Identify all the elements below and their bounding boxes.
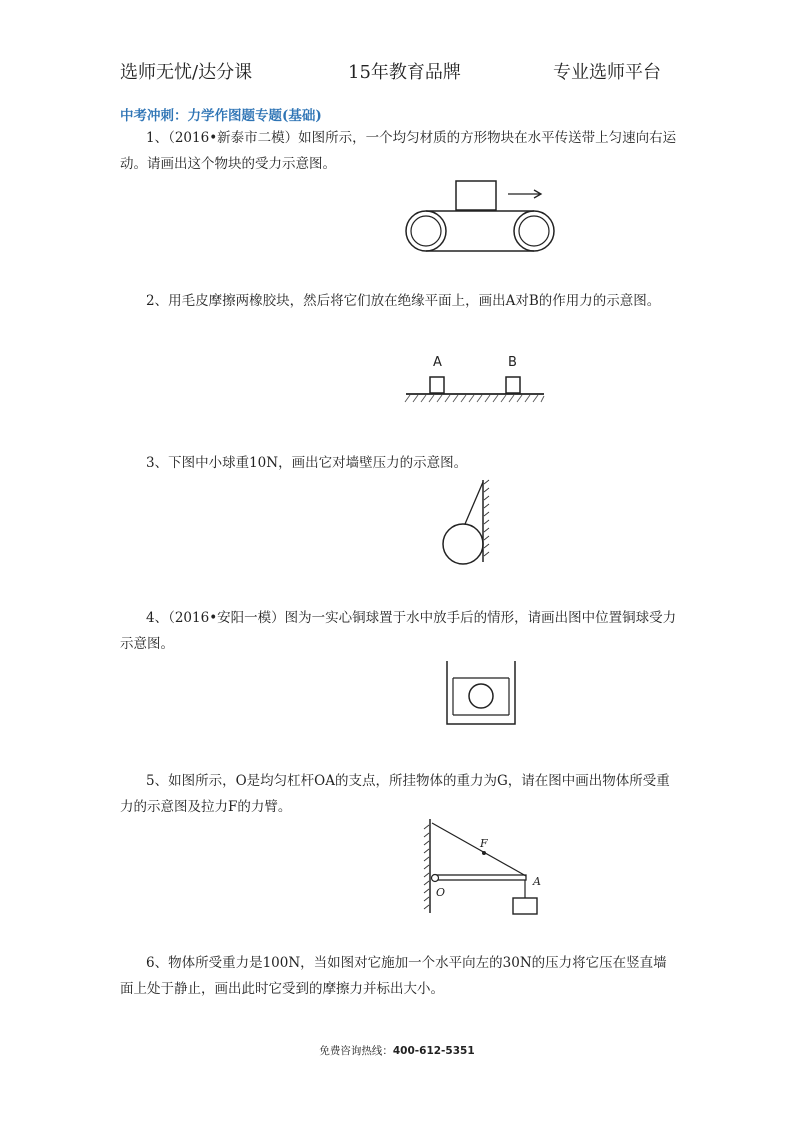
block-a [430,377,444,393]
page-header [0,58,794,88]
ball [443,524,483,564]
copper-ball [469,684,493,708]
block-b [506,377,520,393]
lever-bar [434,875,526,880]
hanging-object [513,898,537,914]
page-title: 中考冲刺：力学作图题专题(基础) [120,108,322,124]
figure-rubber-blocks [404,350,548,410]
wall-hatch [484,480,489,556]
label-b: B [508,355,517,370]
header-platform: 专业选师平台 [553,62,661,83]
left-roller [406,211,446,251]
figure-copper-ball-in-water [444,658,518,728]
label-f: F [480,837,488,850]
header-brand: 选师无忧/达分课 [120,62,253,83]
pivot [432,875,439,882]
question-2: 2、用毛皮摩擦两橡胶块，然后将它们放在绝缘平面上，画出A对B的作用力的示意图。 [146,293,661,309]
pull-rope [432,823,526,876]
left-roller-inner [411,216,441,246]
label-a: A [533,875,541,888]
label-o: O [436,886,446,899]
question-1: 1、（2016•新泰市二模）如图所示，一个均匀材质的方形物块在水平传送带上匀速向右运动。请画出这个物块的受力示意图。 [120,130,677,172]
label-a: A [433,355,442,370]
figure-conveyor-belt [400,175,560,260]
figure-lever [414,815,554,917]
question-4: 4、（2016•安阳一模）图为一实心铜球置于水中放手后的情形，请画出图中位置铜球受力示意图。 [120,610,677,652]
page-footer [0,1043,794,1058]
force-arrow-mark [482,851,486,855]
ground-hatch [405,395,544,402]
figure-ball-on-wall [436,474,496,566]
question-6: 6、物体所受重力是100N，当如图对它施加一个水平向左的30N的压力将它压在竖直墙面上处于静止，画出此时它受到的摩擦力并标出大小。 [120,955,667,997]
right-roller-inner [519,216,549,246]
question-3: 3、下图中小球重10N，画出它对墙壁压力的示意图。 [146,455,468,471]
header-slogan: 15年教育品牌 [348,62,461,83]
lever-wall-hatch [424,825,429,909]
block [456,181,496,210]
right-roller [514,211,554,251]
string [465,482,483,524]
hotline-label: 免费咨询热线： [319,1045,393,1057]
question-5: 5、如图所示，O是均匀杠杆OA的支点，所挂物体的重力为G，请在图中画出物体所受重力的示意图及拉力F的力臂。 [120,773,670,815]
hotline-number: 400-612-5351 [392,1045,475,1057]
